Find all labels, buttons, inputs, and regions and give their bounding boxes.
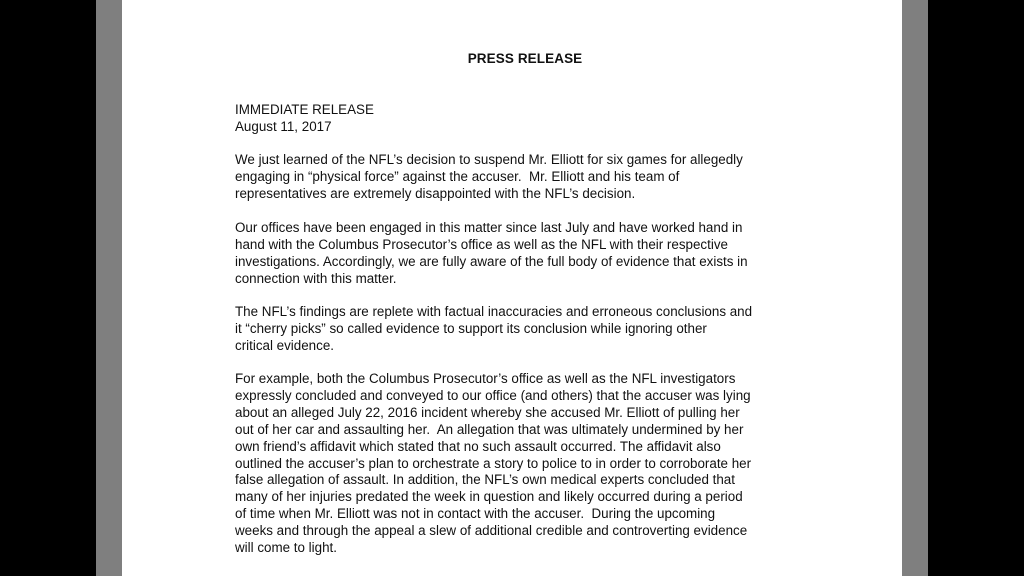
paragraph-line: outlined the accuser’s plan to orchestrate a story to police to in order to corroborate her: [235, 455, 752, 471]
document-page: [122, 0, 902, 576]
paragraph-line: out of her car and assaulting her. An allegation that was ultimately undermined by her: [235, 421, 744, 437]
paragraph-line: critical evidence.: [235, 337, 334, 353]
paragraph-line: connection with this matter.: [235, 270, 397, 286]
paragraph-line: engaging in “physical force” against the accuser. Mr. Elliott and his team of: [235, 168, 680, 184]
paragraph-line: expressly concluded and conveyed to our office (and others) that the accuser was lying: [235, 387, 751, 403]
paragraph-line: will come to light.: [235, 540, 337, 556]
paragraph-line: false allegation of assault. In addition, the NFL’s own medical experts concluded that: [235, 472, 735, 488]
paragraph-line: of time when Mr. Elliott was not in contact with the accuser. During the upcoming: [235, 506, 716, 522]
paragraph-line: For example, both the Columbus Prosecutor’s office as well as the NFL investigators: [235, 371, 736, 386]
paragraph-line: hand with the Columbus Prosecutor’s office as well as the NFL with their respective: [235, 236, 728, 252]
paragraph-1: [235, 152, 801, 203]
paragraph-line: own friend’s affidavit which stated that no such assault occurred. The affidavit also: [235, 438, 721, 454]
paragraph-3: [235, 304, 801, 355]
paragraph-line: We just learned of the NFL’s decision to suspend Mr. Elliott for six games for allegedly: [235, 152, 743, 167]
release-date: August 11, 2017: [235, 118, 332, 134]
paragraph-line: it “cherry picks” so called evidence to support its conclusion while ignoring other: [235, 320, 707, 336]
paragraph-line: weeks and through the appeal a slew of additional credible and controverting evidence: [235, 523, 748, 539]
release-header: [235, 102, 374, 136]
page-shadow-right: [902, 0, 928, 576]
paragraph-2: [235, 220, 801, 288]
paragraph-4: [235, 371, 801, 557]
paragraph-line: investigations. Accordingly, we are fully aware of the full body of evidence that exists in: [235, 253, 748, 269]
paragraph-line: representatives are extremely disappointed with the NFL’s decision.: [235, 185, 636, 201]
paragraph-line: The NFL’s findings are replete with factual inaccuracies and erroneous conclusions and: [235, 304, 753, 319]
paragraph-line: many of her injuries predated the week in question and likely occurred during a period: [235, 489, 743, 505]
page-title: PRESS RELEASE: [467, 51, 583, 66]
paragraph-line: Our offices have been engaged in this matter since last July and have worked hand in: [235, 220, 743, 235]
page-shadow-left: [96, 0, 122, 576]
paragraph-line: about an alleged July 22, 2016 incident whereby she accused Mr. Elliott of pulling her: [235, 404, 740, 420]
release-type: IMMEDIATE RELEASE: [235, 102, 374, 117]
